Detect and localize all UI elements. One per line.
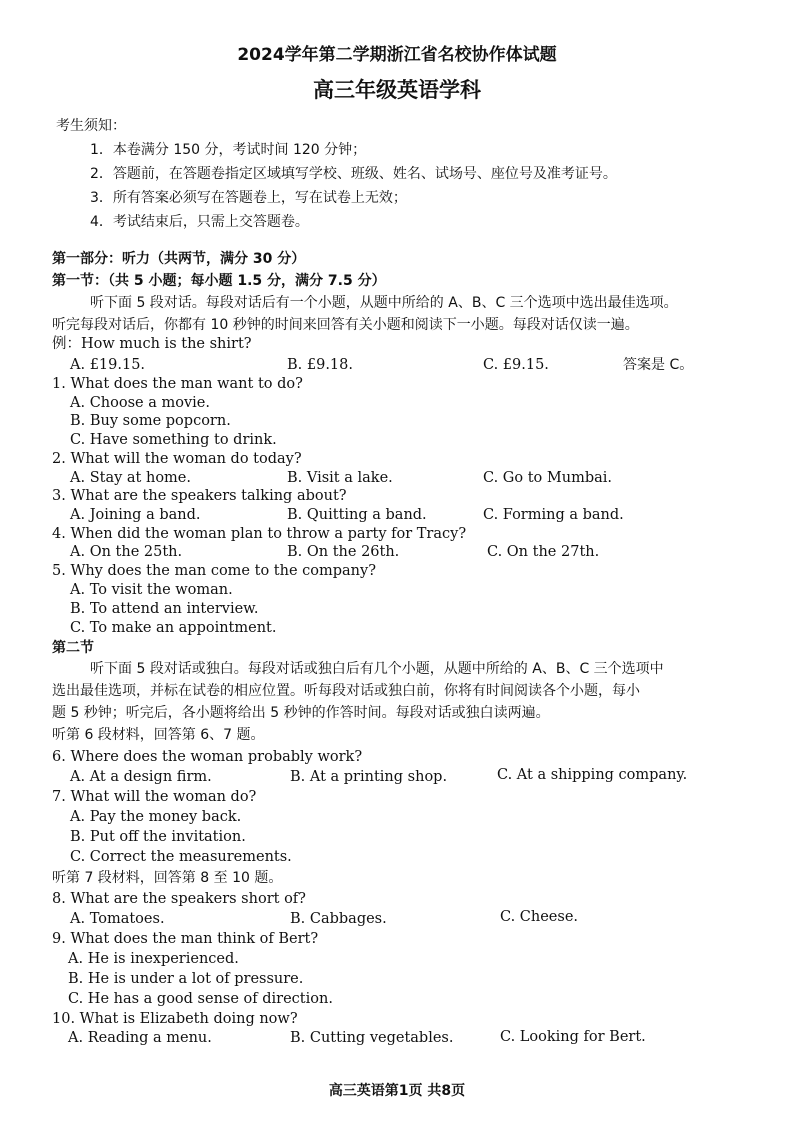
section1-heading: 第一节：（共 5 小题；每小题 1.5 分，满分 7.5 分） [52, 273, 386, 289]
section2-instruction: 题 5 秒钟；听完后，各小题将给出 5 秒钟的作答时间。每段对话或独白读两遍。 [52, 705, 550, 721]
notice-heading: 考生须知： [56, 118, 126, 134]
option-c: C. At a shipping company. [497, 767, 688, 783]
option-b: B. Buy some popcorn. [70, 413, 231, 429]
listen-instruction: 听第 7 段材料，回答第 8 至 10 题。 [52, 870, 283, 886]
section1-instruction: 听下面 5 段对话。每段对话后有一个小题，从题中所给的 A、B、C 三个选项中选出最佳选项。 [90, 295, 678, 311]
notice-item: 1．本卷满分 150 分，考试时间 120 分钟； [90, 142, 367, 158]
example-answer: 答案是 C。 [623, 357, 694, 373]
section1-instruction: 听完每段对话后，你都有 10 秒钟的时间来回答有关小题和阅读下一小题。每段对话仅读一遍。 [52, 317, 639, 333]
option-b: B. At a printing shop. [290, 769, 448, 785]
question: 2. What will the woman do today? [52, 451, 302, 467]
question: 7. What will the woman do? [52, 789, 257, 805]
example-option-b: B. £9.18. [287, 357, 353, 373]
option-c: C. To make an appointment. [70, 620, 277, 636]
notice-item: 4．考试结束后，只需上交答题卷。 [90, 214, 309, 230]
option-a: A. Joining a band. [70, 507, 201, 523]
option-c: C. Forming a band. [483, 507, 624, 523]
option-b: B. Cutting vegetables. [290, 1030, 454, 1046]
option-a: A. Stay at home. [70, 470, 191, 486]
notice-item: 3．所有答案必须写在答题卷上，写在试卷上无效； [90, 190, 407, 206]
section2-instruction: 选出最佳选项，并标在试卷的相应位置。听每段对话或独白前，你将有时间阅读各个小题，每小 [52, 683, 640, 699]
example-option-c: C. £9.15. [483, 357, 549, 373]
option-b: B. To attend an interview. [70, 601, 259, 617]
question: 8. What are the speakers short of? [52, 891, 306, 907]
option-a: A. Tomatoes. [70, 911, 165, 927]
option-c: C. Have something to drink. [70, 432, 277, 448]
question: 5. Why does the man come to the company? [52, 563, 376, 579]
notice-item: 2．答题前，在答题卷指定区域填写学校、班级、姓名、试场号、座位号及准考证号。 [90, 166, 617, 182]
option-c: C. He has a good sense of direction. [68, 991, 333, 1007]
example-question: 例：How much is the shirt? [52, 336, 252, 352]
question: 4. When did the woman plan to throw a party for Tracy? [52, 526, 467, 542]
option-c: C. Cheese. [500, 909, 579, 925]
exam-title: 2024学年第二学期浙江省名校协作体试题 [237, 45, 557, 65]
question: 1. What does the man want to do? [52, 376, 303, 392]
option-b: B. He is under a lot of pressure. [68, 971, 304, 987]
question: 9. What does the man think of Bert? [52, 931, 319, 947]
option-a: A. Choose a movie. [70, 395, 210, 411]
option-a: A. He is inexperienced. [68, 951, 239, 967]
exam-subtitle: 高三年级英语学科 [313, 78, 481, 102]
option-a: A. On the 25th. [70, 544, 183, 560]
option-c: C. On the 27th. [487, 544, 600, 560]
question: 10. What is Elizabeth doing now? [52, 1011, 298, 1027]
part1-heading: 第一部分：听力（共两节，满分 30 分） [52, 251, 306, 267]
option-b: B. Put off the invitation. [70, 829, 246, 845]
question: 6. Where does the woman probably work? [52, 749, 363, 765]
section2-instruction: 听下面 5 段对话或独白。每段对话或独白后有几个小题，从题中所给的 A、B、C 三个选项中 [90, 661, 664, 677]
question: 3. What are the speakers talking about? [52, 488, 347, 504]
option-a: A. Reading a menu. [68, 1030, 212, 1046]
option-b: B. Quitting a band. [287, 507, 427, 523]
option-c: C. Looking for Bert. [500, 1029, 646, 1045]
listen-instruction: 听第 6 段材料，回答第 6、7 题。 [52, 727, 265, 743]
section2-heading: 第二节 [52, 640, 94, 656]
option-b: B. Visit a lake. [287, 470, 393, 486]
option-a: A. To visit the woman. [70, 582, 233, 598]
option-b: B. On the 26th. [287, 544, 400, 560]
option-c: C. Correct the measurements. [70, 849, 292, 865]
page-footer: 高三英语第1页 共8页 [328, 1083, 466, 1099]
example-option-a: A. £19.15. [70, 357, 146, 373]
option-c: C. Go to Mumbai. [483, 470, 612, 486]
option-a: A. At a design firm. [70, 769, 212, 785]
option-a: A. Pay the money back. [70, 809, 242, 825]
option-b: B. Cabbages. [290, 911, 387, 927]
